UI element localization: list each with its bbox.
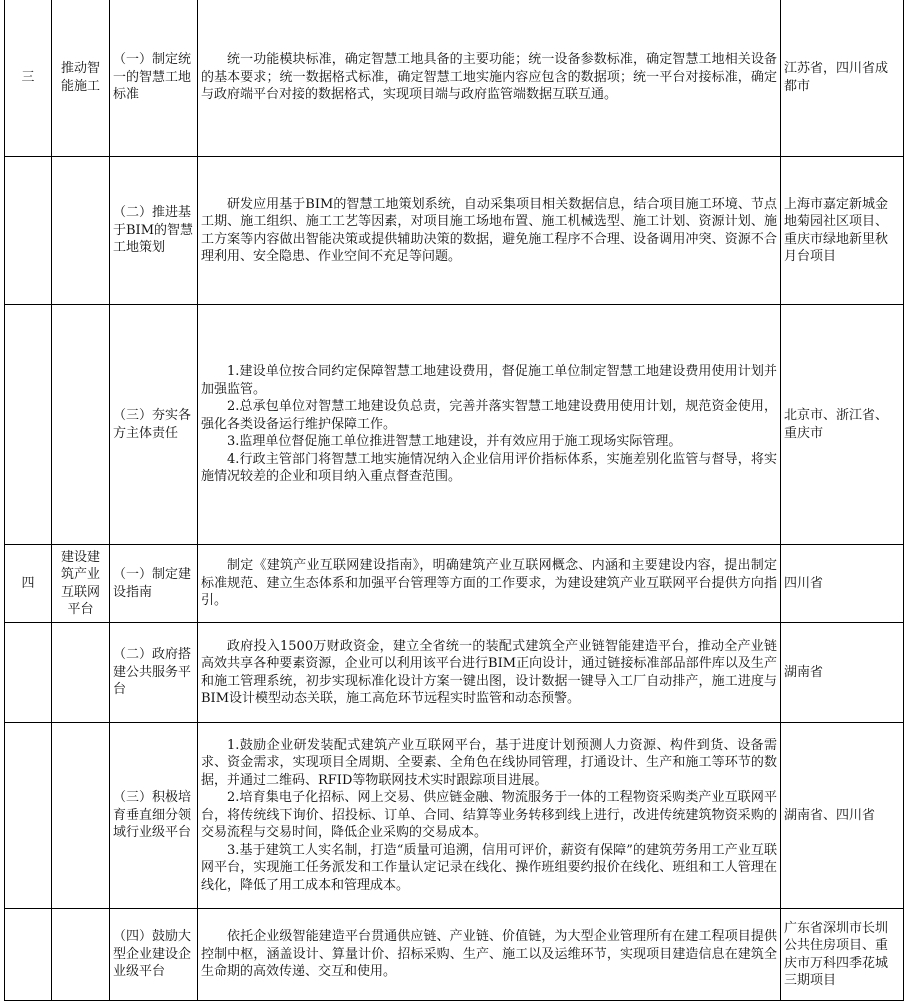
item-number: 三	[5, 0, 52, 157]
table-row	[5, 305, 904, 545]
subtask-name: （四）鼓励大型企业建设企业级平台	[110, 909, 198, 1001]
content-paragraph: 1.鼓励企业研发装配式建筑产业互联网平台，基于进度计划预测人力资源、构件到货、设备需求、资金需求，实现项目全周期、全要素、全角色在线协同管理，打通设计、生产和施工等环节的数据，并通过二维码、RFID等物联网技术实时跟踪项目进展。	[201, 737, 777, 788]
table-row	[5, 623, 904, 723]
item-number	[5, 305, 52, 545]
item-number	[5, 723, 52, 909]
task-name	[52, 305, 110, 545]
pilot-region: 四川省	[781, 545, 904, 623]
task-name: 推动智能施工	[52, 0, 110, 157]
table-row	[5, 909, 904, 1001]
pilot-region: 广东省深圳市长圳公共住房项目、重庆市万科四季花城三期项目	[781, 909, 904, 1001]
subtask-name: （一）制定建设指南	[110, 545, 198, 623]
subtask-name: （三）夯实各方主体责任	[110, 305, 198, 545]
item-number	[5, 157, 52, 305]
content-cell	[198, 545, 781, 623]
subtask-name: （二）政府搭建公共服务平台	[110, 623, 198, 723]
table-row	[5, 157, 904, 305]
content-paragraph: 制定《建筑产业互联网建设指南》，明确建筑产业互联网概念、内涵和主要建设内容，提出制定标准规范、建立生态体系和加强平台管理等方面的工作要求，为建设建筑产业互联网平台提供方向指引。	[201, 558, 777, 609]
pilot-region: 湖南省	[781, 623, 904, 723]
content-cell	[198, 909, 781, 1001]
pilot-region: 上海市嘉定新城金地菊园社区项目、重庆市绿地新里秋月台项目	[781, 157, 904, 305]
content-paragraph: 1.建设单位按合同约定保障智慧工地建设费用，督促施工单位制定智慧工地建设费用使用计划并加强监管。	[201, 364, 777, 397]
task-name	[52, 909, 110, 1001]
content-cell	[198, 305, 781, 545]
content-paragraph: 4.行政主管部门将智慧工地实施情况纳入企业信用评价指标体系，实施差别化监管与督导，将实施情况较差的企业和项目纳入重点督查范围。	[201, 451, 777, 485]
content-paragraph: 统一功能模块标准，确定智慧工地具备的主要功能；统一设备参数标准，确定智慧工地相关设备的基本要求；统一数据格式标准，确定智慧工地实施内容应包含的数据项；统一平台对接标准，确定与政府端平台对接的数据格式，实现项目端与政府监管端数据互联互通。	[201, 52, 777, 103]
item-number	[5, 909, 52, 1001]
content-cell	[198, 0, 781, 157]
subtask-name: （二）推进基于BIM的智慧工地策划	[110, 157, 198, 305]
pilot-region: 江苏省，四川省成都市	[781, 0, 904, 157]
content-paragraph: 3.监理单位督促施工单位推进智慧工地建设，并有效应用于施工现场实际管理。	[227, 434, 682, 450]
task-name: 建设建筑产业互联网平台	[52, 545, 110, 623]
content-paragraph: 2.培育集电子化招标、网上交易、供应链金融、物流服务于一体的工程物资采购类产业互联网平台，将传统线下询价、招投标、订单、合同、结算等业务转移到线上进行，改进传统建筑物资采购的交易流程与交易时间，降低企业采购的交易成本。	[201, 790, 777, 841]
task-name	[52, 623, 110, 723]
pilot-region: 湖南省、四川省	[781, 723, 904, 909]
item-number: 四	[5, 545, 52, 623]
content-cell	[198, 623, 781, 723]
content-paragraph: 政府投入1500万财政资金，建立全省统一的装配式建筑全产业链智能建造平台，推动全产业链高效共享各种要素资源，企业可以利用该平台进行BIM正向设计，通过链接标准部品部件库以及生产和施工管理系统，初步实现标准化设计方案一键出图，设计数据一键导入工厂自动排产，施工进度与BIM设计模型动态关联，施工高危环节远程实时监管和动态预警。	[201, 638, 777, 706]
item-number	[5, 623, 52, 723]
pilot-region: 北京市、浙江省、重庆市	[781, 305, 904, 545]
policy-table	[4, 0, 904, 1001]
table-row	[5, 723, 904, 909]
content-cell	[198, 157, 781, 305]
subtask-name: （三）积极培育垂直细分领域行业级平台	[110, 723, 198, 909]
table-row	[5, 0, 904, 157]
table-row	[5, 545, 904, 623]
content-cell	[198, 723, 781, 909]
content-paragraph: 2.总承包单位对智慧工地建设负总责，完善并落实智慧工地建设费用使用计划，规范资金使用，强化各类设备运行维护保障工作。	[201, 399, 777, 432]
task-name	[52, 723, 110, 909]
content-paragraph: 3.基于建筑工人实名制，打造“质量可追溯，信用可评价，薪资有保障”的建筑劳务用工产业互联网平台，实现施工任务派发和工作量认定记录在线化、操作班组要约报价在线化、班组和工人管理在线化，降低了用工成本和管理成本。	[201, 842, 777, 893]
content-paragraph: 研发应用基于BIM的智慧工地策划系统，自动采集项目相关数据信息，结合项目施工环境、节点工期、施工组织、施工工艺等因素，对项目施工场地布置、施工机械选型、施工计划、资源计划、施工方案等内容做出智能决策或提供辅助决策的数据，避免施工程序不合理、设备调用冲突、资源不合理利用、安全隐患、作业空间不充足等问题。	[201, 196, 777, 264]
subtask-name: （一）制定统一的智慧工地标准	[110, 0, 198, 157]
task-name	[52, 157, 110, 305]
content-paragraph: 依托企业级智能建造平台贯通供应链、产业链、价值链，为大型企业管理所有在建工程项目提供控制中枢，涵盖设计、算量计价、招标采购、生产、施工以及运维环节，实现项目建造信息在建筑全生命期的高效传递、交互和使用。	[201, 929, 777, 980]
